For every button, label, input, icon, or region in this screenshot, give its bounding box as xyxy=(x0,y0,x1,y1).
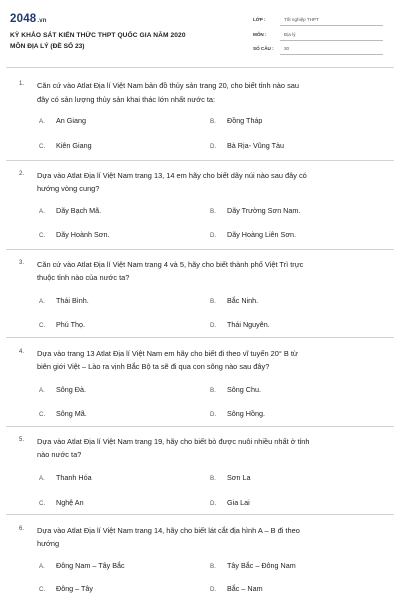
question-text-line: đây có sản lượng thủy sản khai thác lớn nhất nước ta: xyxy=(37,95,216,104)
option-letter: A. xyxy=(39,117,45,125)
question-number: 1. xyxy=(19,81,25,87)
option-text: Đông Nam – Tây Bắc xyxy=(56,561,125,570)
question-number: 4. xyxy=(19,349,25,355)
question-number: 2. xyxy=(19,171,25,177)
option-letter: C. xyxy=(39,585,46,593)
option-letter: A. xyxy=(39,207,45,215)
option-text: Sông Hồng. xyxy=(227,409,265,418)
meta-class-underline xyxy=(280,25,383,26)
option-text: Dãy Trường Sơn Nam. xyxy=(227,206,301,215)
meta-class-value: Tốt nghiệp THPT xyxy=(284,17,319,22)
question-text-line: thuộc tỉnh nào của nước ta? xyxy=(37,273,130,282)
option-letter: C. xyxy=(39,499,46,507)
option-text: Thanh Hóa xyxy=(56,473,92,482)
option-letter: B. xyxy=(210,474,216,482)
question-text-line: Dựa vào Atlat Địa lí Việt Nam trang 19, hãy cho biết bò được nuôi nhiều nhất ở tỉnh xyxy=(37,437,310,446)
option-text: Kiên Giang xyxy=(56,141,92,150)
question-divider xyxy=(6,426,394,427)
option-letter: B. xyxy=(210,297,216,305)
question-text-line: Dựa vào Atlat Địa lí Việt Nam trang 14, hãy cho biết lát cắt địa hình A – B đi theo xyxy=(37,526,300,535)
meta-count-label: SỐ CÂU : xyxy=(253,46,274,51)
option-letter: A. xyxy=(39,474,45,482)
option-letter: D. xyxy=(210,585,217,593)
option-letter: C. xyxy=(39,410,46,418)
option-text: Dãy Bạch Mã. xyxy=(56,206,102,215)
meta-class-row xyxy=(253,17,383,27)
question-divider xyxy=(6,514,394,515)
option-letter: D. xyxy=(210,321,217,329)
option-letter: A. xyxy=(39,386,45,394)
site-logo[interactable] xyxy=(10,13,47,25)
option-text: Tây Bắc – Đông Nam xyxy=(227,561,296,570)
option-text: Bà Rịa- Vũng Tàu xyxy=(227,141,285,150)
option-letter: A. xyxy=(39,297,45,305)
question-text-line: Căn cứ vào Atlat Địa lí Việt Nam bản đồ thủy sản trang 20, cho biết tỉnh nào sau xyxy=(37,81,299,90)
option-text: Đồng Tháp xyxy=(227,116,263,125)
option-text: Phú Thọ. xyxy=(56,320,86,329)
option-letter: D. xyxy=(210,142,217,150)
question-number: 5. xyxy=(19,437,25,443)
meta-subject-label: MÔN : xyxy=(253,32,267,37)
option-text: Đông – Tây xyxy=(56,584,94,593)
option-letter: B. xyxy=(210,562,216,570)
option-text: Bắc – Nam xyxy=(227,584,263,593)
option-text: Bắc Ninh. xyxy=(227,296,259,305)
option-text: Sông Mã. xyxy=(56,409,87,418)
question-text-line: biên giới Việt – Lào ra vịnh Bắc Bộ ta sẽ đi qua con sông nào sau đây? xyxy=(37,362,270,371)
exam-subject-title: MÔN ĐỊA LÝ (ĐỀ SỐ 23) xyxy=(10,43,85,50)
meta-subject-underline xyxy=(280,40,383,41)
option-text: Thái Nguyên. xyxy=(227,320,270,329)
question-number: 6. xyxy=(19,526,25,532)
question-divider xyxy=(6,249,394,250)
question-text-line: nào nước ta? xyxy=(37,450,82,459)
option-letter: D. xyxy=(210,410,217,418)
meta-class-label: LỚP : xyxy=(253,17,266,22)
exam-title: KỲ KHẢO SÁT KIẾN THỨC THPT QUỐC GIA NĂM 2020 xyxy=(10,32,186,39)
option-letter: A. xyxy=(39,562,45,570)
meta-subject-value: Địa lý xyxy=(284,32,296,37)
question-text-line: Căn cứ vào Atlat Địa lí Việt Nam trang 4 và 5, hãy cho biết thành phố Việt Trì trực xyxy=(37,260,304,269)
option-letter: C. xyxy=(39,321,46,329)
option-letter: C. xyxy=(39,142,46,150)
option-text: Nghệ An xyxy=(56,498,84,507)
option-text: Sông Chu. xyxy=(227,385,261,394)
option-letter: B. xyxy=(210,117,216,125)
header-divider xyxy=(6,67,394,68)
question-divider xyxy=(6,337,394,338)
meta-count-value: 30 xyxy=(284,46,290,51)
option-text: An Giang xyxy=(56,116,86,125)
option-letter: D. xyxy=(210,499,217,507)
option-letter: B. xyxy=(210,386,216,394)
exam-header xyxy=(0,0,400,64)
option-letter: D. xyxy=(210,231,217,239)
question-text-line: Dựa vào trang 13 Atlat Địa lí Việt Nam em hãy cho biết đi theo vĩ tuyến 20° B từ xyxy=(37,349,298,358)
option-text: Dãy Hoàng Liên Sơn. xyxy=(227,230,297,239)
option-text: Sông Đà. xyxy=(56,385,86,394)
option-letter: B. xyxy=(210,207,216,215)
logo-text: 2048 xyxy=(10,13,37,25)
option-text: Dãy Hoành Sơn. xyxy=(56,230,110,239)
meta-subject-row xyxy=(253,32,383,42)
question-text-line: Dựa vào Atlat Địa lí Việt Nam trang 13, 14 em hãy cho biết dãy núi nào sau đây có xyxy=(37,171,307,180)
meta-count-underline xyxy=(280,54,383,55)
question-text-line: hướng vòng cung? xyxy=(37,184,100,193)
option-text: Thái Bình. xyxy=(56,296,89,305)
option-letter: C. xyxy=(39,231,46,239)
question-divider xyxy=(6,160,394,161)
option-text: Sơn La xyxy=(227,473,251,482)
option-text: Gia Lai xyxy=(227,498,250,507)
meta-count-row xyxy=(253,46,383,56)
logo-domain: .vn xyxy=(37,18,47,24)
question-number: 3. xyxy=(19,260,25,266)
question-text-line: hướng xyxy=(37,539,60,548)
